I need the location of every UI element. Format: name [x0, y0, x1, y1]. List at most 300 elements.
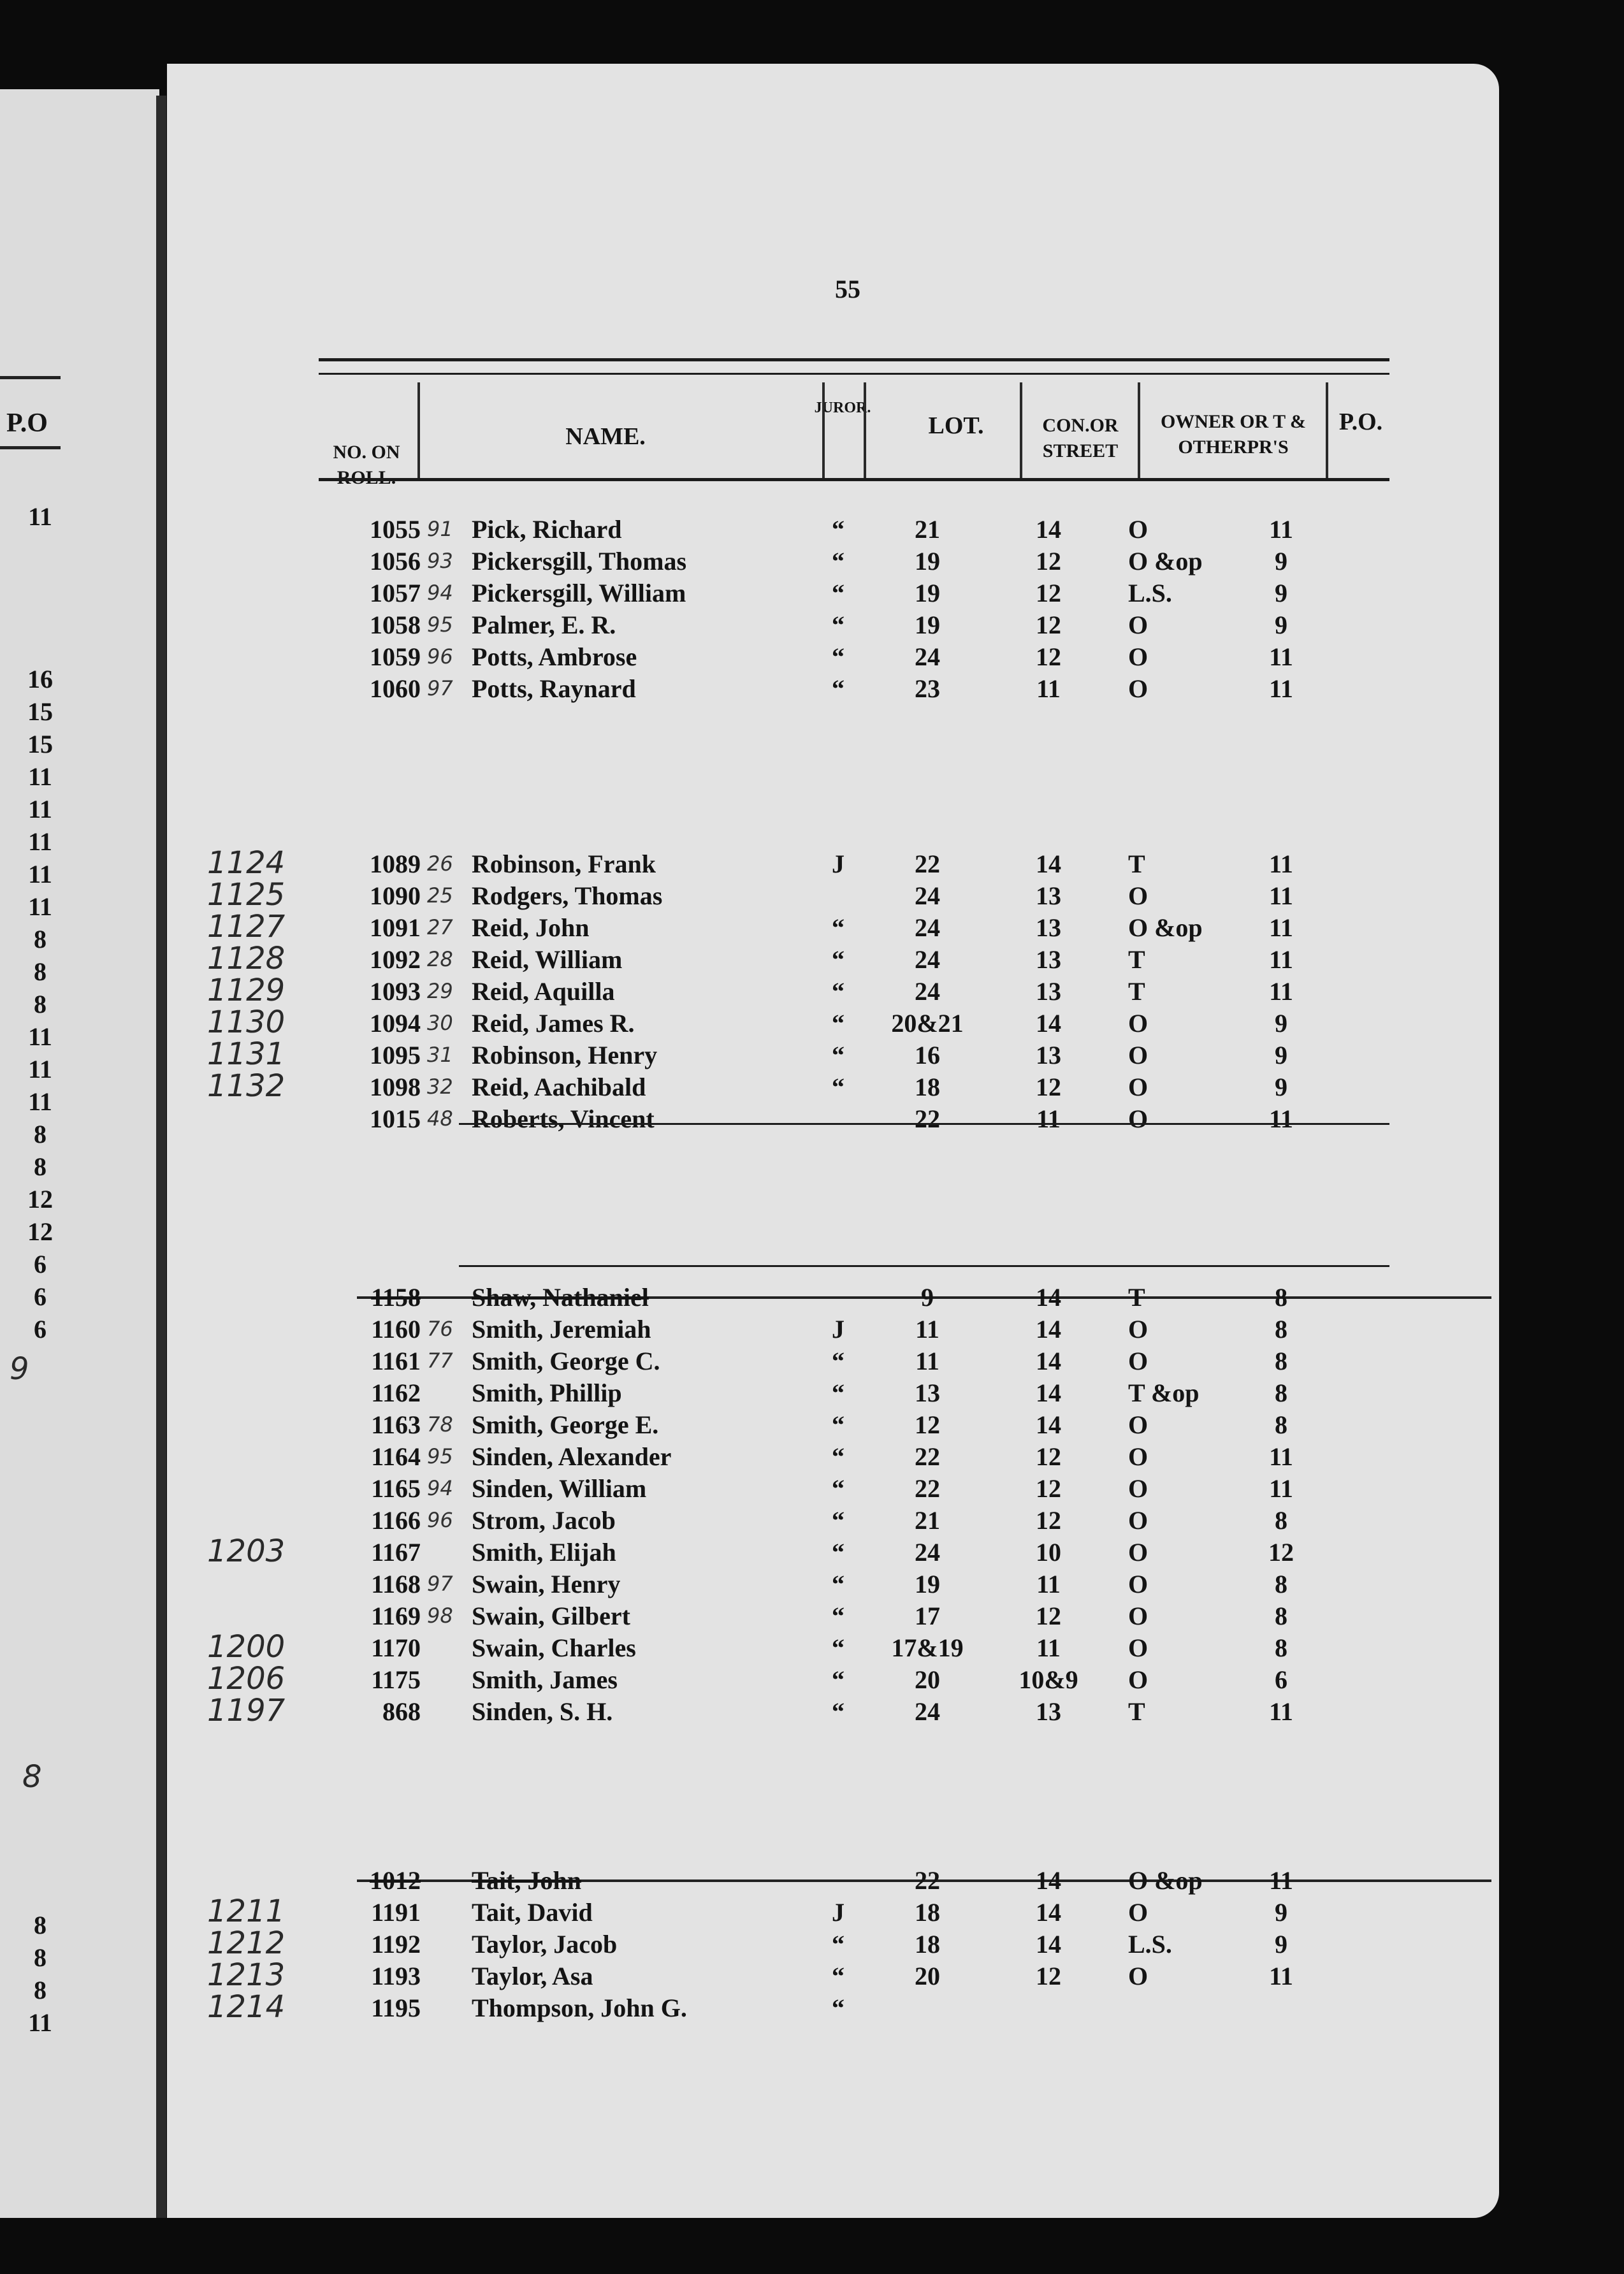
roll-number: 1166	[371, 1505, 421, 1535]
juror-mark	[809, 1103, 867, 1134]
handwritten-note: 78	[427, 1412, 453, 1437]
table-row	[319, 1103, 1319, 1134]
elector-name: Tait, John	[472, 1865, 581, 1895]
owner-status: O	[1128, 610, 1149, 639]
table-row	[319, 1568, 1319, 1600]
header-separator	[417, 382, 420, 478]
juror-mark: “	[832, 1961, 845, 1990]
concession-street: 10	[1036, 1537, 1061, 1567]
juror-mark: J	[832, 1314, 845, 1343]
table-row	[319, 943, 1319, 975]
roll-number: 1056	[370, 546, 421, 576]
table-row	[319, 1071, 1319, 1103]
roll-number: 1055	[370, 514, 421, 544]
handwritten-note: 28	[427, 947, 453, 971]
margin-handwritten-number: 1129	[207, 973, 286, 1008]
juror-mark	[809, 880, 867, 911]
elector-name: Roberts, Vincent	[472, 1104, 655, 1133]
handwritten-note	[427, 1536, 465, 1568]
owner-status: O	[1128, 1961, 1149, 1990]
elector-name: Rodgers, Thomas	[472, 881, 663, 910]
concession-street: 14	[1036, 1929, 1061, 1959]
owner-status: O	[1128, 1008, 1149, 1038]
owner-status: O &op	[1128, 546, 1203, 576]
post-office: 8	[1275, 1282, 1287, 1312]
handwritten-note: 30	[427, 1011, 453, 1035]
left-po-value: 8	[34, 1152, 47, 1181]
elector-name: Reid, Aquilla	[472, 976, 615, 1006]
elector-name: Strom, Jacob	[472, 1505, 616, 1535]
roll-number: 1161	[371, 1346, 421, 1375]
roll-number: 1169	[371, 1601, 421, 1630]
roll-number: 1192	[371, 1929, 421, 1959]
table-row	[319, 1345, 1319, 1377]
elector-name: Reid, Aachibald	[472, 1072, 646, 1101]
left-po-value: 11	[28, 1087, 52, 1116]
roll-number: 1195	[371, 1993, 421, 2022]
left-po-value: 11	[28, 860, 52, 888]
lot-number: 13	[915, 1378, 940, 1407]
post-office: 11	[1269, 1961, 1293, 1990]
juror-mark: “	[832, 1537, 845, 1567]
juror-mark: “	[832, 945, 845, 974]
margin-handwritten-number: 1206	[207, 1661, 286, 1697]
table-row	[319, 1440, 1319, 1472]
table-row	[319, 1864, 1319, 1896]
table-row	[319, 1472, 1319, 1504]
post-office: 11	[1269, 642, 1293, 671]
roll-number: 1164	[371, 1442, 421, 1471]
lot-number: 18	[915, 1072, 940, 1101]
table-row	[319, 911, 1319, 943]
concession-street: 12	[1036, 1442, 1061, 1471]
left-po-value: 8	[34, 1976, 47, 2004]
left-po-value: 11	[28, 827, 52, 856]
margin-handwritten-number: 1203	[207, 1533, 286, 1569]
handwritten-note: 98	[427, 1604, 453, 1628]
post-office: 11	[1269, 1697, 1293, 1726]
roll-table-section-3	[319, 1281, 1319, 1727]
left-po-value: 8	[34, 990, 47, 1018]
concession-street: 11	[1036, 1633, 1061, 1662]
roll-number: 1092	[370, 945, 421, 974]
juror-mark	[809, 1864, 867, 1896]
left-po-value: 15	[27, 730, 53, 758]
concession-street: 11	[1036, 1569, 1061, 1598]
roll-table-section-4	[319, 1864, 1319, 2024]
left-po-header: P.O	[6, 409, 48, 438]
lot-number: 19	[915, 610, 940, 639]
handwritten-note: 31	[427, 1043, 453, 1067]
handwritten-note: 48	[427, 1106, 453, 1131]
handwritten-note	[427, 1992, 465, 2024]
handwritten-note: 29	[427, 979, 453, 1003]
lot-number: 9	[921, 1282, 934, 1312]
lot-number: 19	[915, 546, 940, 576]
handwritten-note: 77	[427, 1349, 453, 1373]
header-separator	[864, 382, 866, 478]
table-row	[319, 1536, 1319, 1568]
roll-number: 1160	[371, 1314, 421, 1343]
table-row	[319, 545, 1319, 577]
lot-number: 24	[915, 1697, 940, 1726]
concession-street: 12	[1036, 578, 1061, 607]
post-office: 6	[1275, 1665, 1287, 1694]
juror-mark: “	[832, 1346, 845, 1375]
table-row	[319, 1313, 1319, 1345]
left-po-value: 11	[28, 2008, 52, 2037]
table-row	[319, 1663, 1319, 1695]
left-po-value	[18, 598, 62, 630]
owner-status	[1109, 1992, 1243, 2024]
owner-status: O	[1128, 1665, 1149, 1694]
left-page-rule	[0, 446, 61, 449]
lot-number: 22	[915, 1474, 940, 1503]
roll-number: 1089	[370, 849, 421, 878]
post-office: 9	[1275, 1040, 1287, 1069]
post-office: 9	[1275, 1897, 1287, 1927]
juror-mark: J	[832, 849, 845, 878]
post-office: 11	[1269, 1442, 1293, 1471]
concession-street: 13	[1036, 1697, 1061, 1726]
margin-handwritten-number: 1213	[207, 1957, 286, 1993]
table-row	[319, 672, 1319, 704]
juror-mark: “	[832, 1072, 845, 1101]
elector-name: Robinson, Frank	[472, 849, 656, 878]
owner-status: O	[1128, 1537, 1149, 1567]
owner-status: O &op	[1128, 913, 1203, 942]
owner-status: L.S.	[1128, 1929, 1172, 1959]
owner-status: O	[1128, 1442, 1149, 1471]
elector-name: Swain, Charles	[472, 1633, 636, 1662]
table-row	[319, 1377, 1319, 1409]
left-po-value: 6	[34, 1282, 47, 1311]
post-office: 11	[1269, 674, 1293, 703]
handwritten-note: 93	[427, 549, 453, 573]
left-po-value: 12	[27, 1217, 53, 1246]
post-office: 11	[1269, 849, 1293, 878]
lot-number: 22	[915, 1865, 940, 1895]
lot-number: 23	[915, 674, 940, 703]
concession-street: 13	[1036, 1040, 1061, 1069]
concession-street: 14	[1036, 1282, 1061, 1312]
lot-number: 20	[915, 1665, 940, 1694]
concession-street: 14	[1036, 1378, 1061, 1407]
left-po-value	[18, 565, 62, 598]
elector-name: Reid, William	[472, 945, 623, 974]
post-office	[1243, 1992, 1319, 2024]
header-separator	[1326, 382, 1328, 478]
post-office: 8	[1275, 1410, 1287, 1439]
roll-number: 1015	[370, 1104, 421, 1133]
roll-number: 1094	[370, 1008, 421, 1038]
juror-mark: “	[832, 1697, 845, 1726]
juror-mark: J	[832, 1897, 845, 1927]
left-po-column-bottom	[18, 1909, 62, 2039]
roll-number: 1167	[371, 1537, 421, 1567]
lot-number: 18	[915, 1897, 940, 1927]
handwritten-note: 32	[427, 1075, 453, 1099]
post-office: 11	[1269, 1474, 1293, 1503]
lot-number: 21	[915, 514, 940, 544]
post-office: 9	[1275, 610, 1287, 639]
header-top-rule	[319, 358, 1389, 361]
juror-mark: “	[832, 546, 845, 576]
table-row	[319, 1992, 1319, 2024]
concession-street: 12	[1036, 546, 1061, 576]
lot-number: 20	[915, 1961, 940, 1990]
table-row	[319, 641, 1319, 672]
table-row	[319, 577, 1319, 609]
left-page-rule	[0, 376, 61, 379]
roll-number: 1093	[370, 976, 421, 1006]
elector-name: Reid, John	[472, 913, 590, 942]
left-po-value: 8	[34, 1943, 47, 1972]
roll-number: 1191	[371, 1897, 421, 1927]
lot-number: 24	[915, 913, 940, 942]
lot-number: 19	[915, 1569, 940, 1598]
table-row	[319, 848, 1319, 880]
margin-handwritten-number: 1130	[207, 1004, 286, 1040]
owner-status: O	[1128, 1410, 1149, 1439]
roll-number: 1175	[371, 1665, 421, 1694]
roll-number: 868	[382, 1697, 421, 1726]
owner-status: O	[1128, 1072, 1149, 1101]
concession-street: 13	[1036, 976, 1061, 1006]
left-handwritten-8: 8	[22, 1759, 42, 1795]
margin-handwritten-number: 1212	[207, 1925, 286, 1961]
juror-mark: “	[832, 1474, 845, 1503]
post-office: 11	[1269, 1865, 1293, 1895]
page-number: 55	[835, 275, 860, 303]
left-handwritten-9: 9	[10, 1351, 29, 1387]
juror-mark: “	[832, 976, 845, 1006]
elector-name: Pickersgill, Thomas	[472, 546, 687, 576]
handwritten-note	[427, 1896, 465, 1928]
roll-number: 1090	[370, 881, 421, 910]
juror-mark: “	[832, 1505, 845, 1535]
roll-number: 1170	[371, 1633, 421, 1662]
owner-status: O	[1128, 1897, 1149, 1927]
elector-name: Robinson, Henry	[472, 1040, 658, 1069]
header-lot: LOT.	[928, 412, 984, 439]
concession-street: 14	[1036, 514, 1061, 544]
concession-street: 13	[1036, 881, 1061, 910]
table-row	[319, 975, 1319, 1007]
concession-street: 13	[1036, 945, 1061, 974]
elector-name: Swain, Henry	[472, 1569, 621, 1598]
handwritten-note	[427, 1960, 465, 1992]
owner-status: O	[1128, 881, 1149, 910]
handwritten-note	[427, 1695, 465, 1727]
section-rule	[459, 1265, 1389, 1267]
owner-status: O	[1128, 674, 1149, 703]
header-no-on-roll: NO. ON ROLL.	[333, 442, 400, 488]
margin-handwritten-number: 1131	[207, 1036, 286, 1072]
margin-handwritten-number: 1214	[207, 1989, 286, 2025]
owner-status: O	[1128, 1104, 1149, 1133]
table-row	[319, 1928, 1319, 1960]
lot-number: 11	[915, 1346, 939, 1375]
juror-mark: “	[832, 1040, 845, 1069]
concession-street: 13	[1036, 913, 1061, 942]
lot-number: 17	[915, 1601, 940, 1630]
margin-handwritten-number: 1132	[207, 1068, 286, 1104]
post-office: 8	[1275, 1346, 1287, 1375]
elector-name: Tait, David	[472, 1897, 593, 1927]
left-po-value: 8	[34, 925, 47, 953]
roll-number: 1095	[370, 1040, 421, 1069]
owner-status: O	[1128, 1601, 1149, 1630]
elector-name: Taylor, Asa	[472, 1961, 593, 1990]
left-po-value: 11	[28, 502, 52, 531]
table-row	[319, 1600, 1319, 1632]
left-po-value: 11	[28, 1055, 52, 1083]
concession-street: 11	[1036, 1104, 1061, 1133]
header-separator	[1138, 382, 1140, 478]
owner-status: O	[1128, 642, 1149, 671]
roll-table-section-1	[319, 513, 1319, 704]
juror-mark: “	[832, 913, 845, 942]
roll-number: 1163	[371, 1410, 421, 1439]
handwritten-note	[427, 1377, 465, 1409]
left-po-value: 16	[27, 665, 53, 693]
handwritten-note	[427, 1928, 465, 1960]
elector-name: Thompson, John G.	[472, 1993, 687, 2022]
margin-handwritten-number: 1124	[207, 845, 286, 881]
post-office: 9	[1275, 1929, 1287, 1959]
juror-mark	[809, 1281, 867, 1313]
concession-street: 14	[1036, 1897, 1061, 1927]
juror-mark: “	[832, 1929, 845, 1959]
left-po-column	[18, 500, 62, 1345]
roll-number: 1059	[370, 642, 421, 671]
lot-number: 17&19	[891, 1633, 964, 1662]
concession-street: 14	[1036, 1008, 1061, 1038]
juror-mark: “	[832, 1569, 845, 1598]
elector-name: Smith, James	[472, 1665, 618, 1694]
elector-name: Sinden, William	[472, 1474, 647, 1503]
lot-number: 21	[915, 1505, 940, 1535]
roll-number: 1193	[371, 1961, 421, 1990]
handwritten-note: 97	[427, 676, 453, 700]
roll-number: 1091	[370, 913, 421, 942]
owner-status: T &op	[1128, 1378, 1200, 1407]
header-po: P.O.	[1338, 409, 1383, 435]
handwritten-note: 27	[427, 915, 453, 939]
lot-number: 22	[915, 1442, 940, 1471]
juror-mark: “	[832, 1008, 845, 1038]
elector-name: Reid, James R.	[472, 1008, 635, 1038]
post-office: 8	[1275, 1378, 1287, 1407]
table-row	[319, 1007, 1319, 1039]
juror-mark: “	[832, 1633, 845, 1662]
concession-street: 12	[1036, 1474, 1061, 1503]
table-row	[319, 1504, 1319, 1536]
elector-name: Shaw, Nathaniel	[472, 1282, 649, 1312]
header-top-rule-2	[319, 373, 1389, 375]
elector-name: Sinden, Alexander	[472, 1442, 672, 1471]
table-row	[319, 1632, 1319, 1663]
lot-number: 24	[915, 642, 940, 671]
post-office: 8	[1275, 1505, 1287, 1535]
roll-number: 1057	[370, 578, 421, 607]
lot-number: 16	[915, 1040, 940, 1069]
table-row	[319, 1695, 1319, 1727]
concession-street: 12	[1036, 642, 1061, 671]
margin-handwritten-number: 1211	[207, 1894, 286, 1929]
handwritten-note: 94	[427, 581, 453, 605]
header-con-street: CON.OR STREET	[1042, 415, 1119, 461]
roll-table-section-2	[319, 848, 1319, 1134]
owner-status: T	[1128, 976, 1145, 1006]
post-office: 11	[1269, 514, 1293, 544]
post-office: 12	[1268, 1537, 1294, 1567]
lot-number: 24	[915, 1537, 940, 1567]
owner-status: O	[1128, 1633, 1149, 1662]
handwritten-note: 26	[427, 851, 453, 876]
juror-mark: “	[832, 1442, 845, 1471]
juror-mark: “	[832, 1665, 845, 1694]
table-row	[319, 880, 1319, 911]
section-rule	[459, 1123, 1389, 1125]
lot-number: 24	[915, 976, 940, 1006]
book-spine	[156, 96, 166, 2218]
left-po-value: 6	[34, 1250, 47, 1278]
handwritten-note: 96	[427, 1508, 453, 1532]
owner-status: O	[1128, 514, 1149, 544]
handwritten-note	[427, 1864, 465, 1896]
table-row	[319, 513, 1319, 545]
handwritten-note	[427, 1281, 465, 1313]
owner-status: T	[1128, 1697, 1145, 1726]
owner-status: O	[1128, 1346, 1149, 1375]
left-po-value: 11	[28, 762, 52, 791]
post-office: 11	[1269, 1104, 1293, 1133]
handwritten-note: 95	[427, 1444, 453, 1468]
table-row	[319, 1039, 1319, 1071]
juror-mark: “	[832, 1410, 845, 1439]
roll-number: 1162	[371, 1378, 421, 1407]
roll-number: 1058	[370, 610, 421, 639]
left-po-value: 8	[34, 957, 47, 986]
concession-street: 14	[1036, 1865, 1061, 1895]
juror-mark: “	[832, 1378, 845, 1407]
margin-handwritten-number: 1197	[207, 1693, 286, 1728]
left-po-value: 11	[28, 795, 52, 823]
left-po-value	[18, 630, 62, 663]
header-separator	[822, 382, 825, 478]
left-po-value: 12	[27, 1185, 53, 1213]
elector-name: Smith, Phillip	[472, 1378, 622, 1407]
elector-name: Smith, George E.	[472, 1410, 659, 1439]
concession-street: 12	[1036, 610, 1061, 639]
owner-status: O	[1128, 1569, 1149, 1598]
handwritten-note: 94	[427, 1476, 453, 1500]
left-po-value	[18, 533, 62, 565]
elector-name: Potts, Ambrose	[472, 642, 637, 671]
lot-number: 11	[915, 1314, 939, 1343]
elector-name: Sinden, S. H.	[472, 1697, 613, 1726]
elector-name: Smith, Jeremiah	[472, 1314, 651, 1343]
elector-name: Potts, Raynard	[472, 674, 636, 703]
handwritten-note: 97	[427, 1572, 453, 1596]
roll-number: 1168	[371, 1569, 421, 1598]
margin-handwritten-number: 1200	[207, 1629, 286, 1665]
header-bottom-rule	[319, 478, 1389, 481]
concession-street: 14	[1036, 849, 1061, 878]
concession-street: 12	[1036, 1961, 1061, 1990]
